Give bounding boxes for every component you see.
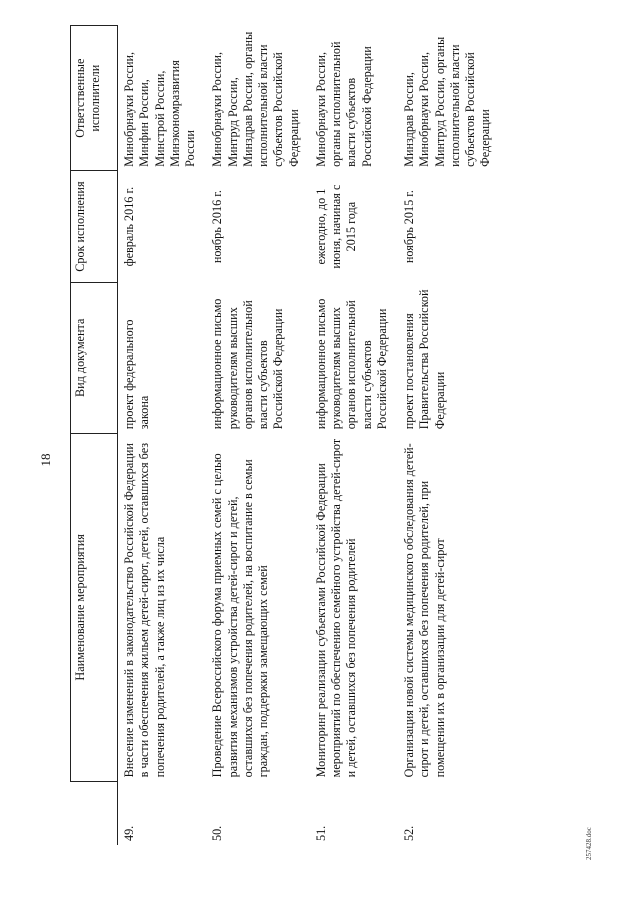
row-executors: Минздрав России, Минобрнауки России, Минтруд России, органы исполнительной власти субъектов Российской Федерации bbox=[402, 36, 493, 167]
row-number: 51. bbox=[313, 825, 328, 841]
row-name: Мониторинг реализации субъектами Российской Федерации мероприятий по обеспечению семейного устройства детей-сирот и детей, оставшихся без попечения родителей bbox=[313, 438, 359, 778]
row-name: Внесение изменений в законодательство Российской Федерации в части обеспечения жильем детей-сирот, детей, оставшихся без попечения родителей, а также лиц из их числа bbox=[122, 442, 167, 778]
row-executors: Минобрнауки России, Минтруд России, Минздрав России, органы исполнительной власти субъектов Российской Федерации bbox=[210, 31, 301, 167]
header-executors: Ответственные исполнители bbox=[71, 26, 118, 171]
row-name: Организация новой системы медицинского обследования детей-сирот и детей, оставшихся без попечения родителей, при помещении их в организации для детей-сирот bbox=[402, 443, 447, 778]
table-row bbox=[310, 26, 398, 846]
row-term: ноябрь 2016 г. bbox=[210, 190, 225, 264]
header-term: Срок исполнения bbox=[71, 171, 118, 283]
measures-table-sheet bbox=[70, 25, 590, 845]
table-header-row bbox=[71, 26, 118, 846]
row-executors: Минобрнауки России, Минфин России, Минстрой России, Минэкономразвития России bbox=[122, 51, 197, 167]
measures-table bbox=[70, 25, 502, 845]
header-name: Наименование мероприятия bbox=[71, 433, 118, 781]
row-document-type: информационное письмо руководителям высших органов исполнительной власти субъектов Российской Федерации bbox=[210, 298, 286, 430]
row-number: 52. bbox=[402, 825, 416, 841]
row-document-type: проект постановления Правительства Российской Федерации bbox=[402, 289, 447, 430]
row-number: 49. bbox=[122, 825, 136, 841]
table-row bbox=[118, 26, 207, 846]
row-executors: Минобрнауки России, органы исполнительной власти субъектов Российской Федерации bbox=[313, 41, 374, 167]
header-document-type: Вид документа bbox=[71, 282, 118, 433]
row-number: 50. bbox=[210, 825, 225, 841]
table-row bbox=[206, 26, 310, 846]
header-number bbox=[71, 781, 118, 845]
row-document-type: информационное письмо руководителям высших органов исполнительной власти субъектов Российской Федерации bbox=[313, 298, 389, 430]
row-term: ежегодно, до 1 июня, начиная с 2015 года bbox=[313, 184, 359, 269]
row-name: Проведение Всероссийского форума приемных семей с целью развития механизмов устройства детей-сирот и детей, оставшихся без попечения родителей, на воспитание в семьи граждан, поддержки замещающих семей bbox=[210, 453, 270, 778]
footer-filename: 257428.doc bbox=[585, 827, 593, 860]
row-term: февраль 2016 г. bbox=[122, 186, 136, 267]
table-row bbox=[398, 26, 502, 846]
page-number: 18 bbox=[38, 453, 53, 467]
row-term: ноябрь 2015 г. bbox=[402, 190, 416, 264]
row-document-type: проект федерального закона bbox=[122, 319, 152, 430]
